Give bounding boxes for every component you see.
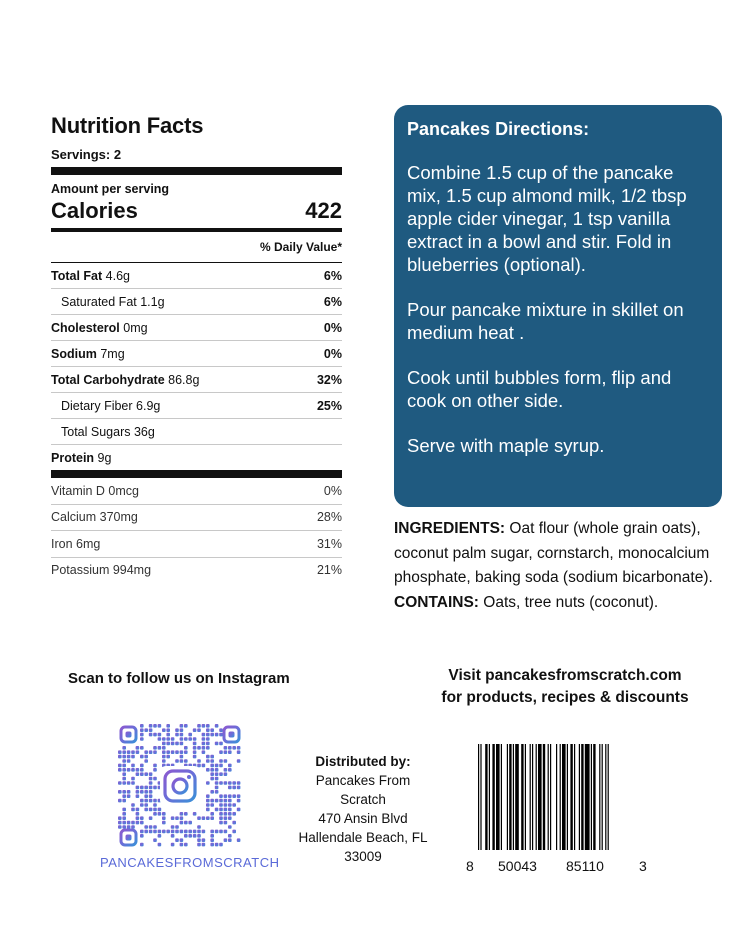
nutrient-row-cholesterol <box>51 314 342 340</box>
vitamin-row <box>51 504 342 531</box>
daily-value-header: % Daily Value* <box>259 240 342 254</box>
nutrient-amount: 9g <box>97 450 112 465</box>
servings: Servings: 2 <box>51 147 122 162</box>
directions-title: Pancakes Directions: <box>407 119 590 139</box>
nutrition-title: Nutrition Facts <box>51 113 204 138</box>
contains-label: CONTAINS: <box>394 593 479 611</box>
ingredients-list: Oat flour (whole grain oats), coconut palm sugar, cornstarch, monocalcium phosphate, baking soda (sodium bicarbonate). <box>394 520 713 586</box>
vitamin-pct: 28% <box>316 510 342 525</box>
distributor-line: Scratch <box>340 792 386 807</box>
nutrient-amount: Dietary Fiber 6.9g <box>61 398 161 413</box>
amount-per-serving: Amount per serving <box>51 182 170 196</box>
vitamin-pct: 21% <box>316 563 342 578</box>
barcode-group-2: 85110 <box>566 858 604 874</box>
nutrient-name: Total Fat <box>51 268 103 283</box>
calories-label: Calories <box>51 198 138 223</box>
divider <box>51 167 342 175</box>
vitamin-row <box>51 557 342 584</box>
nutrient-amount: Saturated Fat 1.1g <box>61 294 165 309</box>
distributor-line: Pancakes From <box>315 773 411 788</box>
nutrient-row-dietary-fiber <box>51 392 342 418</box>
barcode-digit-first: 8 <box>466 858 474 874</box>
nutrient-pct: 0% <box>323 320 342 335</box>
instagram-handle: PANCAKESFROMSCRATCH <box>100 855 280 870</box>
contains-text <box>394 591 729 616</box>
vitamin-label: Potassium 994mg <box>51 563 152 578</box>
nutrient-name: Sodium <box>51 346 97 361</box>
divider <box>51 470 342 478</box>
barcode-group-1: 50043 <box>498 858 537 874</box>
scan-instagram-text: Scan to follow us on Instagram <box>68 670 290 687</box>
nutrient-amount: 0mg <box>123 320 148 335</box>
nutrient-row-total-sugars <box>51 418 342 444</box>
distributor-heading: Distributed by: <box>315 754 411 769</box>
visit-line-2: for products, recipes & discounts <box>441 689 689 706</box>
calories-value: 422 <box>305 198 342 223</box>
nutrient-amount: Total Sugars 36g <box>61 424 155 439</box>
nutrient-name: Protein <box>51 450 95 465</box>
nutrient-row-protein <box>51 444 342 470</box>
nutrient-amount: 4.6g <box>105 268 130 283</box>
distributor-line: 33009 <box>344 849 382 864</box>
direction-step: Serve with maple syrup. <box>407 435 605 456</box>
nutrient-row-sodium <box>51 340 342 366</box>
ingredients-block <box>394 517 729 615</box>
visit-website-text <box>430 665 700 709</box>
nutrient-pct: 6% <box>323 268 342 283</box>
distributor-block <box>288 752 438 866</box>
nutrient-amount: 86.8g <box>168 372 200 387</box>
vitamin-pct: 31% <box>316 536 342 551</box>
directions-box <box>394 105 722 507</box>
nutrient-pct: 6% <box>323 294 342 309</box>
distributor-line: Hallendale Beach, FL <box>298 830 428 845</box>
nutrition-facts-panel <box>51 113 342 583</box>
nutrient-row-total-fat <box>51 262 342 288</box>
direction-step: Cook until bubbles form, flip and cook on other side. <box>407 367 672 411</box>
vitamin-pct: 0% <box>323 483 342 498</box>
nutrient-amount: 7mg <box>100 346 125 361</box>
vitamin-row <box>51 478 342 504</box>
nutrient-pct: 0% <box>323 346 342 361</box>
distributor-line: 470 Ansin Blvd <box>318 811 408 826</box>
nutrient-row-total-carbohydrate <box>51 366 342 392</box>
barcode-digit-last: 3 <box>639 858 647 874</box>
visit-line-1: Visit pancakesfromscratch.com <box>448 667 682 684</box>
vitamin-row <box>51 530 342 557</box>
contains-list: Oats, tree nuts (coconut). <box>478 593 659 611</box>
ingredients-label: INGREDIENTS: <box>394 520 506 537</box>
instagram-qr-code[interactable] <box>118 724 242 848</box>
calories-row <box>51 196 342 224</box>
direction-step: Combine 1.5 cup of the pancake mix, 1.5 cup almond milk, 1/2 tbsp apple cider vinegar, 1 tsp vanilla extract in a bowl and stir. Fold in blueberries (optional). <box>407 162 687 275</box>
nutrient-pct: 32% <box>316 372 342 387</box>
nutrient-name: Total Carbohydrate <box>51 372 165 387</box>
nutrient-pct: 25% <box>316 398 342 413</box>
nutrient-row-saturated-fat <box>51 288 342 314</box>
direction-step: Pour pancake mixture in skillet on medium heat . <box>407 299 684 343</box>
nutrient-name: Cholesterol <box>51 320 120 335</box>
vitamin-label: Calcium 370mg <box>51 510 138 525</box>
barcode <box>478 744 644 850</box>
vitamin-label: Iron 6mg <box>51 536 101 551</box>
ingredients-text <box>394 517 729 591</box>
vitamin-label: Vitamin D 0mcg <box>51 483 139 498</box>
